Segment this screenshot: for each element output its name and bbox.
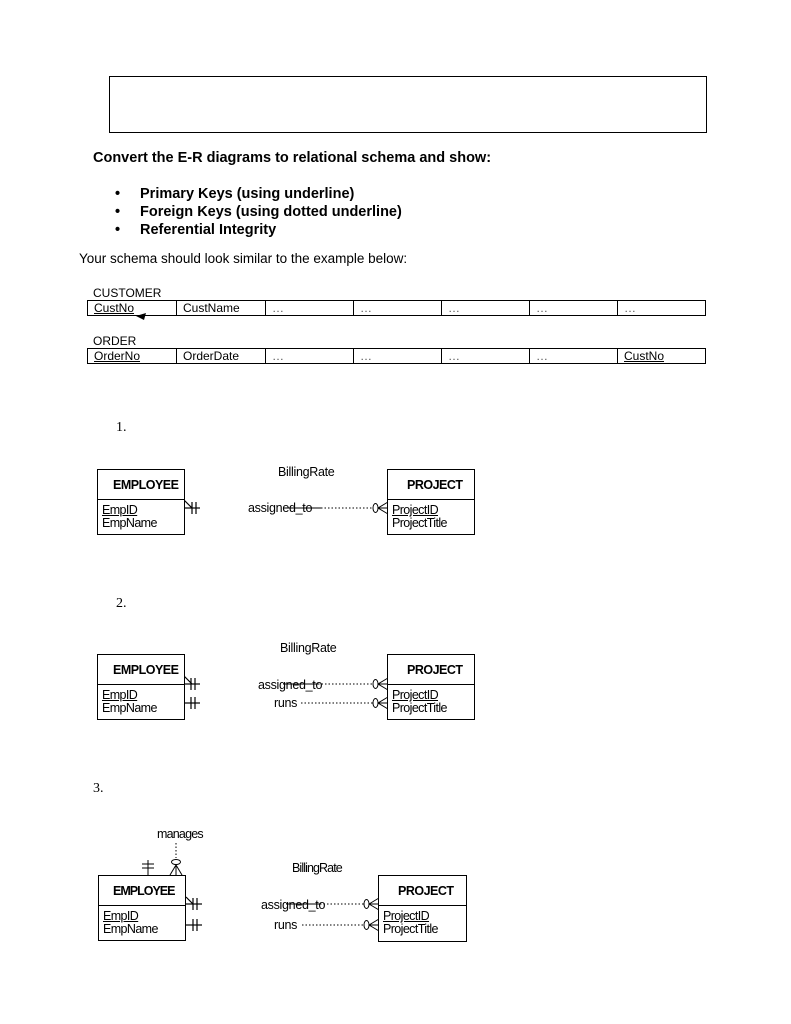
table-cell: … xyxy=(530,349,618,364)
table-cell: … xyxy=(266,301,354,316)
primary-key-attribute: EmpID xyxy=(102,503,138,517)
diagram-2-number: 2. xyxy=(116,596,127,611)
diagram-1-number: 1. xyxy=(116,420,127,435)
intro-text: Your schema should look similar to the example below: xyxy=(79,251,408,266)
relationship-label: assigned_to xyxy=(261,898,326,912)
employee-entity xyxy=(97,654,185,720)
customer-table-label: CUSTOMER xyxy=(93,286,162,300)
attribute: EmpName xyxy=(102,516,157,530)
bullet-icon: • xyxy=(115,186,121,202)
bullet-icon: • xyxy=(115,204,121,220)
entity-name: EMPLOYEE xyxy=(99,876,185,906)
table-cell: … xyxy=(266,349,354,364)
project-entity xyxy=(387,654,475,720)
entity-name: PROJECT xyxy=(388,655,474,685)
attribute: ProjectTitle xyxy=(392,701,447,715)
instructions-heading: Convert the E-R diagrams to relational schema and show: xyxy=(93,150,492,166)
table-cell: … xyxy=(442,301,530,316)
foreign-key-cell: CustNo xyxy=(624,348,665,363)
table-cell: … xyxy=(530,301,618,316)
table-cell: OrderDate xyxy=(177,349,266,364)
entity-name: PROJECT xyxy=(379,876,466,906)
table-cell: … xyxy=(442,349,530,364)
primary-key-attribute: ProjectID xyxy=(383,909,430,923)
table-cell: CustName xyxy=(177,301,266,316)
primary-key-attribute: ProjectID xyxy=(392,503,439,517)
recursive-relationship-label: manages xyxy=(157,827,203,841)
list-item-text: Foreign Keys (using dotted underline) xyxy=(140,204,402,220)
table-cell: … xyxy=(354,349,442,364)
bullet-icon: • xyxy=(115,222,121,238)
primary-key-attribute: EmpID xyxy=(102,688,138,702)
project-entity xyxy=(378,875,467,942)
relationship-attribute: BillingRate xyxy=(292,861,342,875)
attribute: ProjectTitle xyxy=(392,516,447,530)
relationship-label: runs xyxy=(274,918,298,932)
list-item-text: Primary Keys (using underline) xyxy=(140,186,355,202)
attribute: EmpName xyxy=(103,922,158,936)
table-cell: … xyxy=(618,301,706,316)
relationship-attribute: BillingRate xyxy=(280,641,337,655)
relationship-label: assigned_to xyxy=(248,501,313,515)
order-table-label: ORDER xyxy=(93,334,137,348)
entity-name: PROJECT xyxy=(388,470,474,500)
employee-entity xyxy=(98,875,186,941)
referential-integrity-arrow xyxy=(136,313,146,320)
list-item-text: Referential Integrity xyxy=(140,222,277,238)
primary-key-attribute: ProjectID xyxy=(392,688,439,702)
entity-name: EMPLOYEE xyxy=(98,655,184,685)
primary-key-cell: CustNo xyxy=(94,300,135,315)
diagram-3-number: 3. xyxy=(93,781,104,796)
attribute: EmpName xyxy=(102,701,157,715)
entity-name: EMPLOYEE xyxy=(98,470,184,500)
primary-key-attribute: EmpID xyxy=(103,909,139,923)
project-entity xyxy=(387,469,475,535)
table-cell: … xyxy=(354,301,442,316)
relationship-attribute: BillingRate xyxy=(278,465,335,479)
employee-entity xyxy=(97,469,185,535)
attribute: ProjectTitle xyxy=(383,922,438,936)
relationship-label: runs xyxy=(274,696,298,710)
primary-key-cell: OrderNo xyxy=(94,348,141,363)
relationship-label: assigned_to xyxy=(258,678,323,692)
